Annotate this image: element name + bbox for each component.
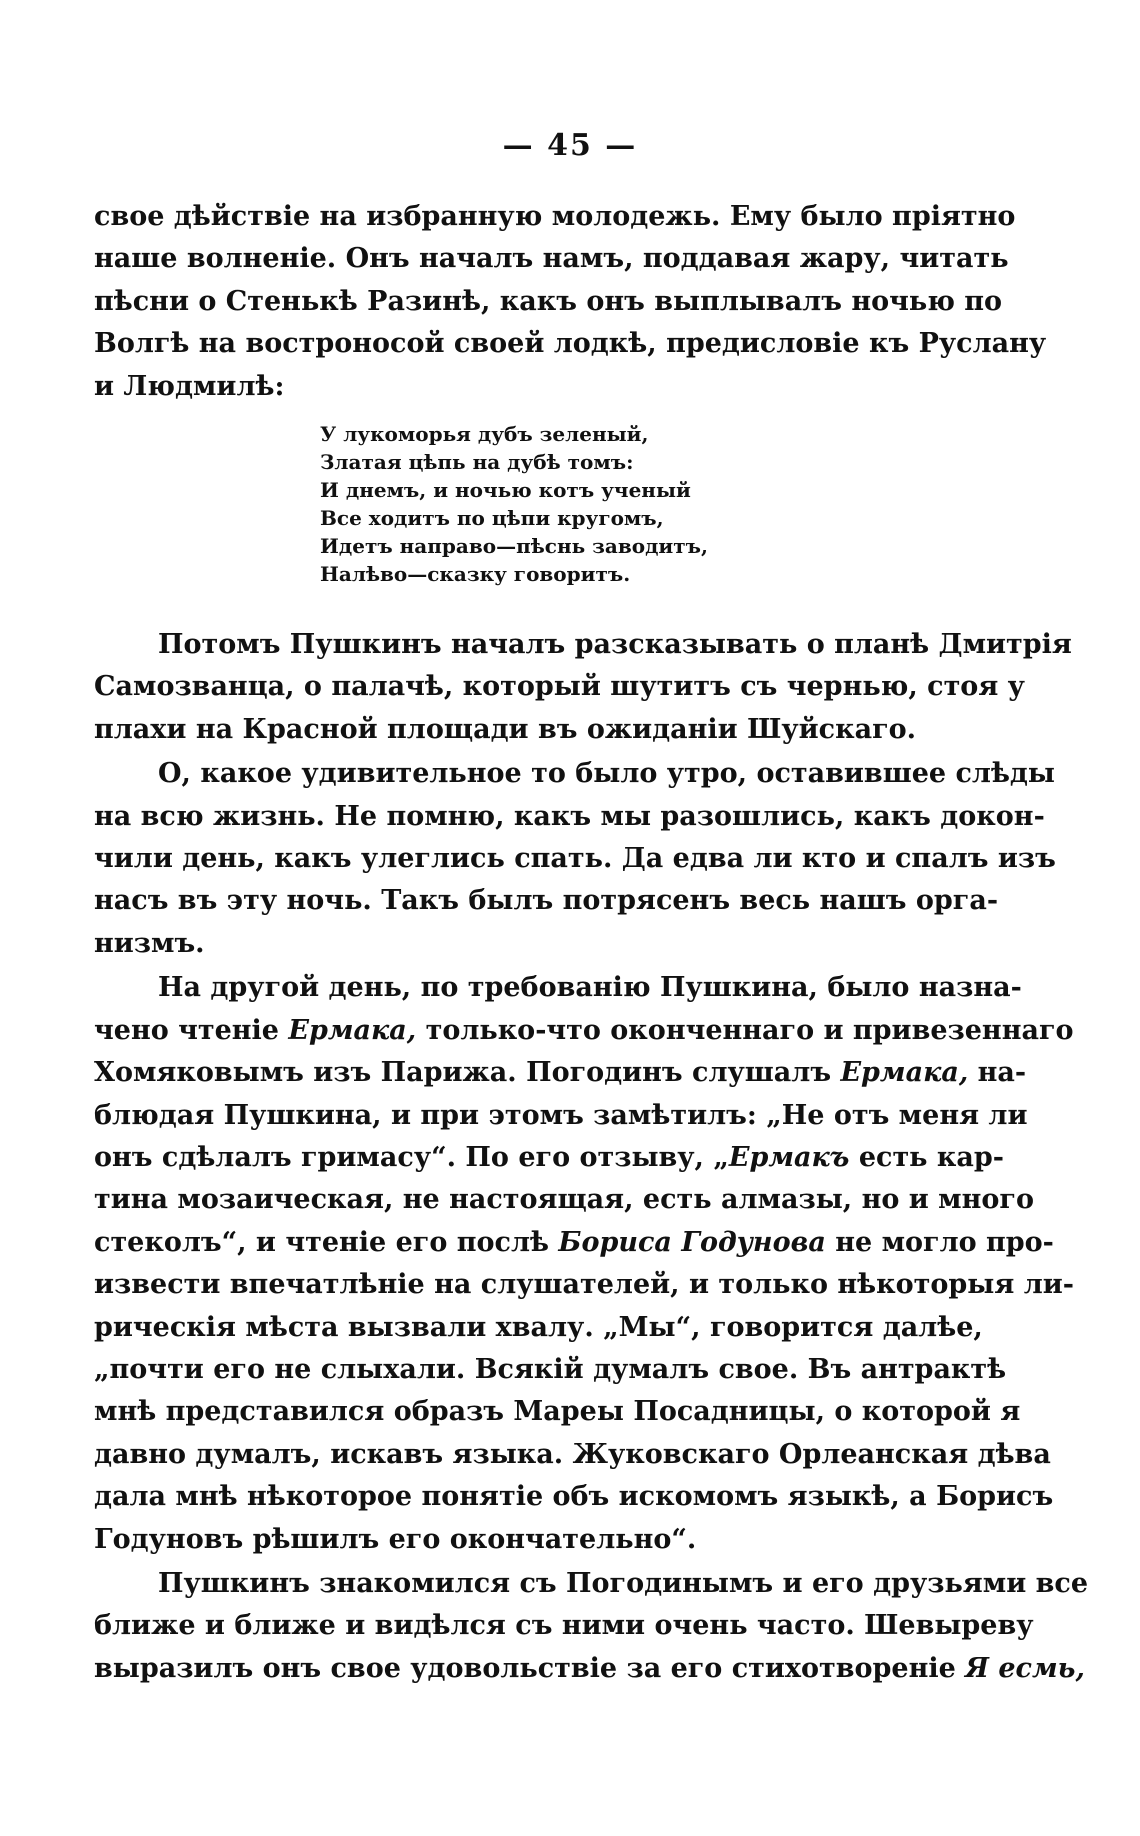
italic-title: Ермакъ (728, 1141, 850, 1173)
text-run: чено чтеніе (94, 1014, 289, 1046)
italic-title: Бориса Годунова (558, 1226, 826, 1258)
text-line: плахи на Красной площади въ ожиданіи Шуйскаго. (94, 713, 917, 745)
text-line: Волгѣ на востроносой своей лодкѣ, предисловіе къ Руслану (94, 328, 1047, 360)
text-line: свое дѣйствіе на избранную молодежь. Ему было пріятно (94, 201, 1016, 232)
paragraph (94, 753, 1056, 965)
text-line: Годуновъ рѣшилъ его окончательно“. (94, 1523, 697, 1555)
text-line: „почти его не слыхали. Всякій думалъ свое. Въ антрактѣ (94, 1353, 1007, 1385)
text-line: О, какое удивительное то было утро, оставившее слѣды (158, 758, 1055, 790)
italic-title: Я есмь, (965, 1652, 1085, 1684)
text-line: Пушкинъ знакомился съ Погодинымъ и его друзьями все (158, 1567, 1088, 1599)
text-run: на- (968, 1057, 1027, 1089)
text-line: насъ въ эту ночь. Такъ былъ потрясенъ весь нашъ орга- (94, 885, 999, 917)
text-line (94, 1137, 1004, 1179)
text-run: онъ сдѣлалъ гримасу“. По его отзыву, „ (94, 1141, 729, 1173)
text-line (94, 1052, 1027, 1094)
text-run: Хомяковымъ изъ Парижа. Погодинъ слушалъ (94, 1057, 841, 1089)
poem-line: Налѣво—сказку говоритъ. (320, 562, 631, 587)
text-line: тина мозаическая, не настоящая, есть алмазы, но и много (94, 1184, 1034, 1216)
text-line: пѣсни о Стенькѣ Разинѣ, какъ онъ выплывалъ ночью по (94, 285, 1003, 317)
text-line: рическія мѣста вызвали хвалу. „Мы“, говорится далѣе, (94, 1311, 983, 1343)
paragraph (94, 1563, 1088, 1690)
text-run: есть кар- (849, 1141, 1004, 1173)
poem-line: Идетъ направо—пѣснь заводитъ, (320, 534, 708, 559)
italic-title: Ермака, (288, 1014, 417, 1046)
text-line: давно думалъ, искавъ языка. Жуковскаго Орлеанская дѣва (94, 1438, 1051, 1470)
paragraph-intro (94, 196, 1047, 408)
poem-line: Златая цѣпь на дубѣ томъ: (320, 450, 634, 475)
page-body (94, 196, 1088, 1690)
poem-quote (320, 420, 974, 588)
text-line: чили день, какъ улеглись спать. Да едва ли кто и спалъ изъ (94, 843, 1056, 875)
text-line: Самозванца, о палачѣ, который шутитъ съ чернью, стоя у (94, 671, 1025, 703)
text-line: блюдая Пушкина, и при этомъ замѣтилъ: „Не отъ меня ли (94, 1099, 1028, 1131)
poem-line: У лукоморья дубъ зеленый, (320, 422, 649, 447)
text-line: наше волненіе. Онъ началъ намъ, поддавая жару, читать (94, 243, 1009, 275)
text-line: На другой день, по требованію Пушкина, было назна- (158, 972, 1022, 1004)
poem-line: И днемъ, и ночью котъ ученый (320, 478, 691, 503)
paragraph (94, 967, 1074, 1561)
text-line (94, 1222, 1054, 1264)
text-line (94, 1648, 1085, 1690)
italic-title: Ермака, (840, 1057, 969, 1089)
page-number: — 45 — (502, 128, 638, 163)
text-line: Потомъ Пушкинъ началъ разсказывать о планѣ Дмитрія (158, 629, 1072, 661)
text-line: извести впечатлѣніе на слушателей, и только нѣкоторыя ли- (94, 1269, 1074, 1301)
text-run: не могло про- (825, 1226, 1054, 1258)
text-line: на всю жизнь. Не помню, какъ мы разошлись, какъ докон- (94, 800, 1045, 832)
text-line: ближе и ближе и видѣлся съ ними очень часто. Шевыреву (94, 1610, 1034, 1642)
text-line: дала мнѣ нѣкоторое понятіе объ искомомъ языкѣ, а Борисъ (94, 1481, 1054, 1513)
poem-line: Все ходитъ по цѣпи кругомъ, (320, 506, 664, 531)
text-line (94, 1010, 1074, 1052)
text-line: мнѣ представился образъ Мареы Посадницы, о которой я (94, 1396, 1021, 1428)
text-run: выразилъ онъ свое удовольствіе за его стихотвореніе (94, 1652, 966, 1684)
text-line: и Людмилѣ: (94, 370, 285, 402)
text-run: только-что оконченнаго и привезеннаго (416, 1014, 1074, 1046)
paragraph (94, 624, 1072, 751)
text-run: стеколъ“, и чтеніе его послѣ (94, 1226, 559, 1258)
text-line: низмъ. (94, 927, 205, 959)
